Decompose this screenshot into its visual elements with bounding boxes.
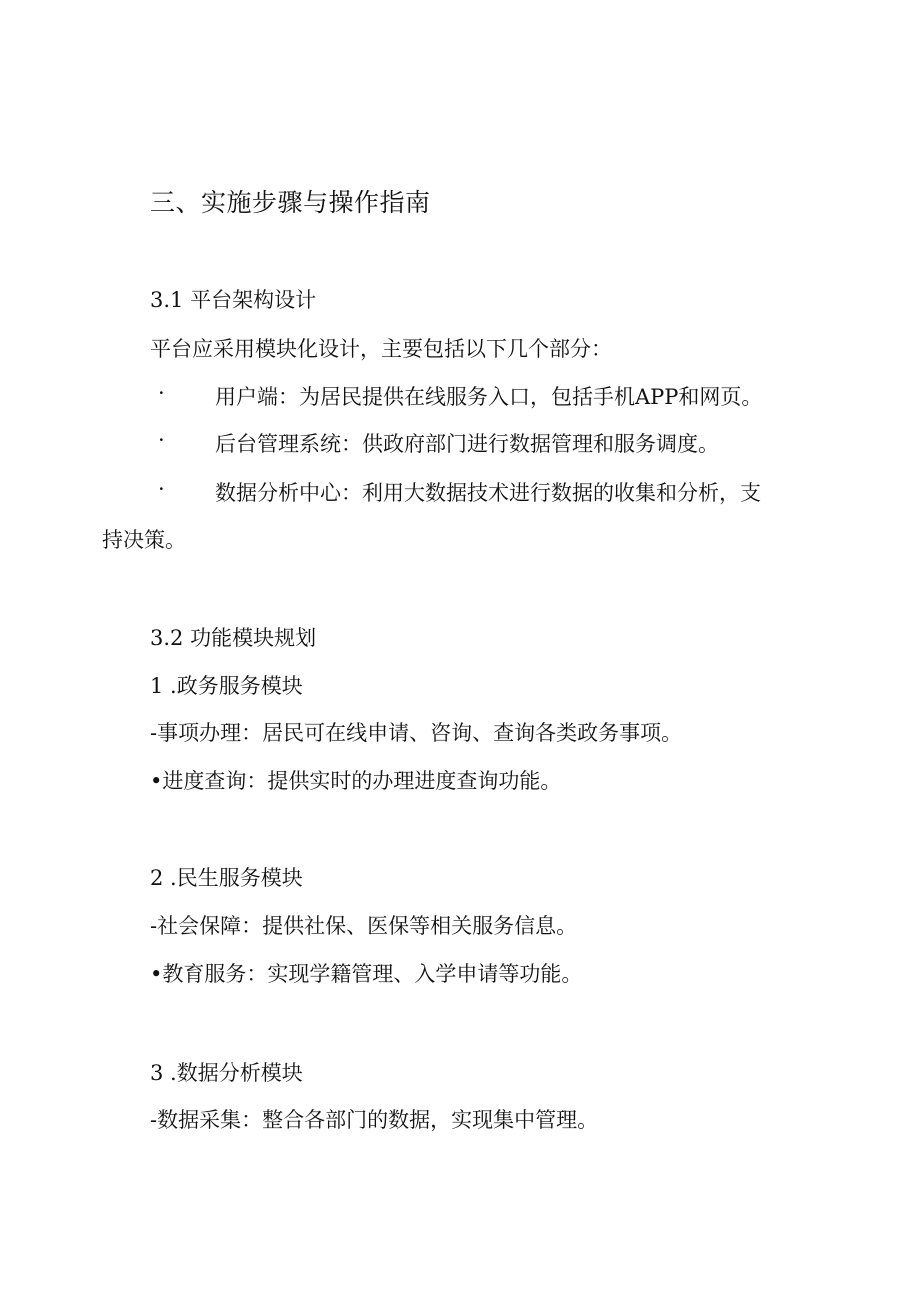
module-line: -事项办理：居民可在线申请、咨询、查询各类政务事项。 [150,721,683,745]
bullet-marker: · [158,477,165,501]
bullet-marker: · [158,381,165,405]
module-line: •进度查询：提供实时的办理进度查询功能。 [150,769,562,793]
subsection-heading-3-1: 3.1 平台架构设计 [150,288,317,312]
module-title-livelihood: 2 .民生服务模块 [150,866,303,890]
module-line: -数据采集：整合各部门的数据，实现集中管理。 [150,1108,599,1132]
subsection-heading-3-2: 3.2 功能模块规划 [150,626,317,650]
intro-paragraph: 平台应采用模块化设计，主要包括以下几个部分： [150,337,612,361]
list-item-data-center-continuation: 持决策。 [102,528,186,552]
list-item-data-center: 数据分析中心：利用大数据技术进行数据的收集和分析，支 [215,481,761,505]
section-title: 三、实施步骤与操作指南 [150,188,431,217]
module-title-government: 1 .政务服务模块 [150,674,303,698]
list-item-user-client: 用户端：为居民提供在线服务入口，包括手机APP和网页。 [215,385,763,409]
module-line: -社会保障：提供社保、医保等相关服务信息。 [150,914,578,938]
list-item-admin-system: 后台管理系统：供政府部门进行数据管理和服务调度。 [215,432,719,456]
bullet-marker: · [158,428,165,452]
module-title-data-analysis: 3 .数据分析模块 [150,1061,303,1085]
module-line: •教育服务：实现学籍管理、入学申请等功能。 [150,962,583,986]
